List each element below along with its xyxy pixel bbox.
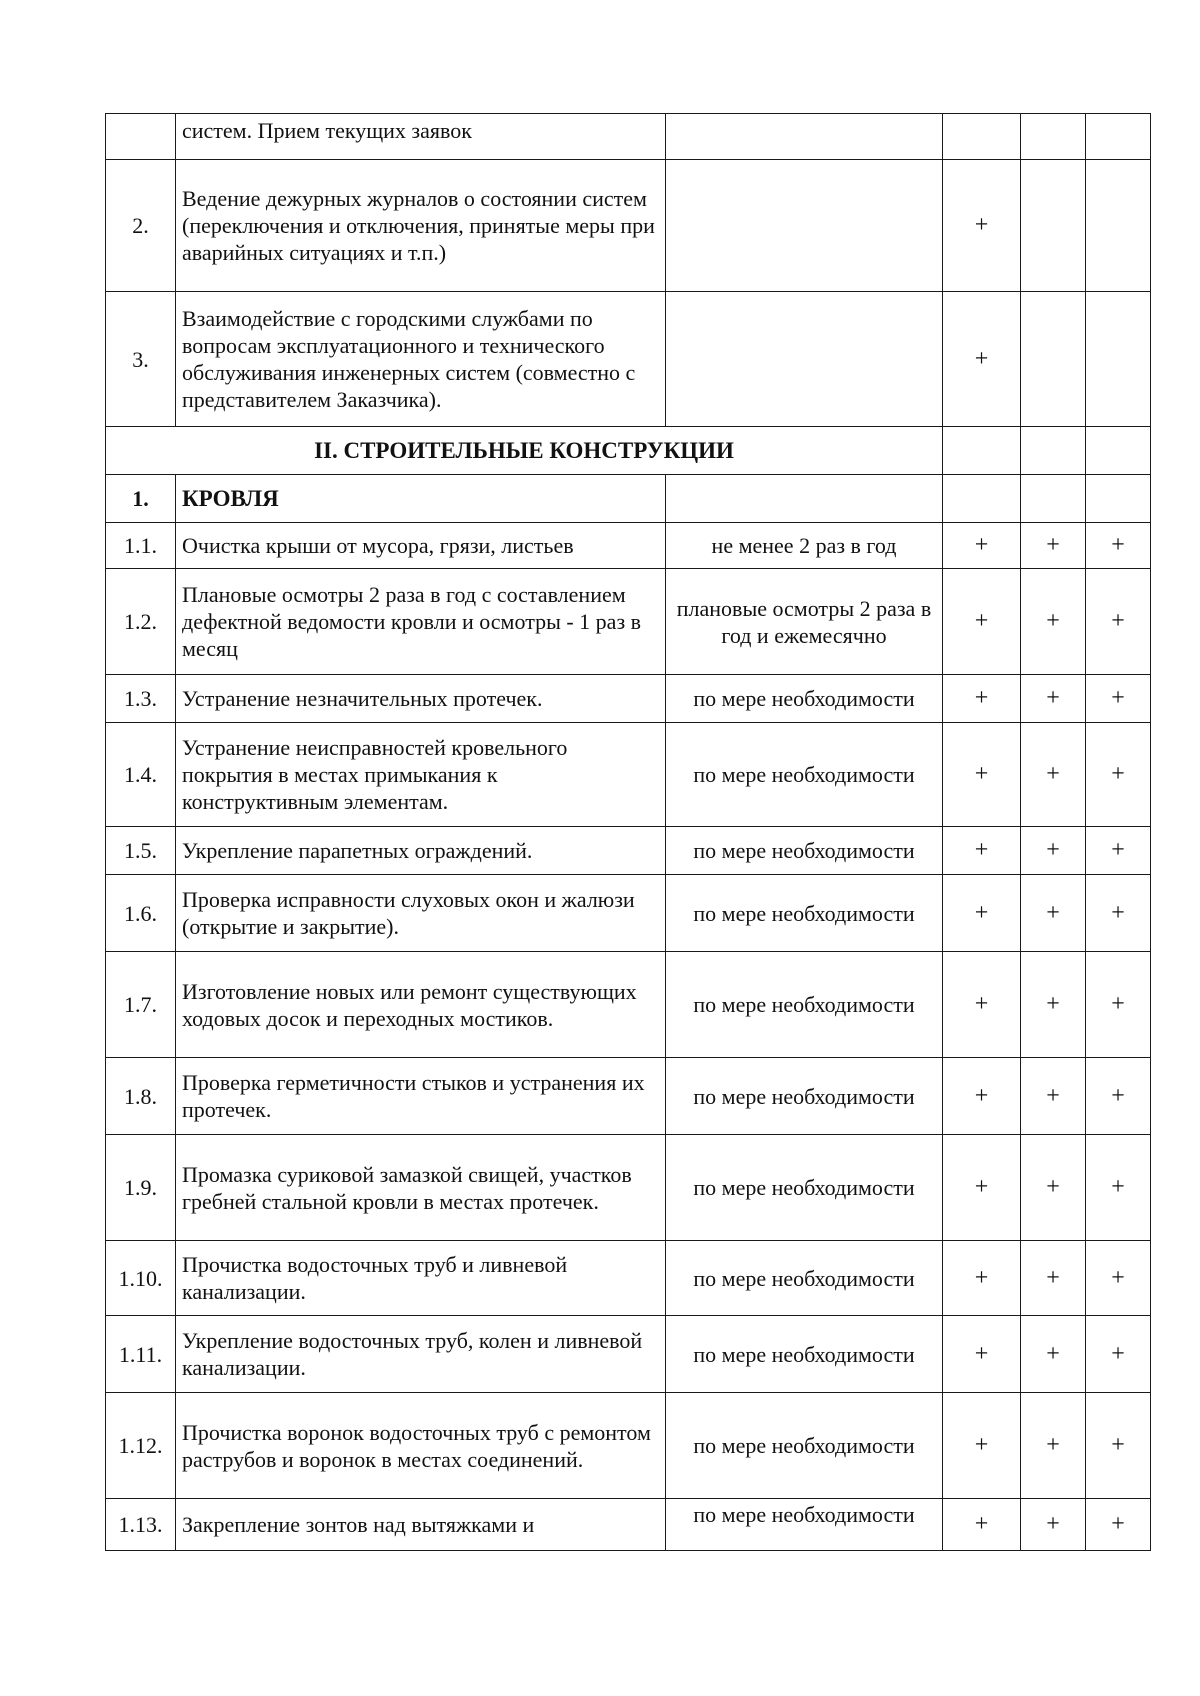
row-mark-3 bbox=[1086, 475, 1151, 523]
row-mark-2 bbox=[1021, 427, 1086, 475]
row-mark-3: + bbox=[1086, 952, 1151, 1058]
row-mark-1: + bbox=[943, 1393, 1021, 1499]
row-mark-2: + bbox=[1021, 1393, 1086, 1499]
row-mark-3: + bbox=[1086, 1393, 1151, 1499]
row-mark-2: + bbox=[1021, 523, 1086, 569]
row-mark-2: + bbox=[1021, 1135, 1086, 1241]
row-mark-1 bbox=[943, 427, 1021, 475]
row-num: 1.7. bbox=[106, 952, 176, 1058]
row-num-cell bbox=[106, 114, 176, 160]
row-description: Проверка герметичности стыков и устранения их протечек. bbox=[176, 1058, 666, 1135]
row-period: по мере необходимости bbox=[666, 827, 943, 875]
row-period: по мере необходимости bbox=[666, 1241, 943, 1316]
row-description: Прочистка водосточных труб и ливневой канализации. bbox=[176, 1241, 666, 1316]
table-row bbox=[106, 875, 1151, 952]
table-row bbox=[106, 675, 1151, 723]
table-row bbox=[106, 952, 1151, 1058]
table-row bbox=[106, 827, 1151, 875]
table-row bbox=[106, 523, 1151, 569]
row-mark-2: + bbox=[1021, 1316, 1086, 1393]
row-period: по мере необходимости bbox=[666, 875, 943, 952]
row-description: Промазка суриковой замазкой свищей, участков гребней стальной кровли в местах протечек. bbox=[176, 1135, 666, 1241]
row-description: Прочистка воронок водосточных труб с ремонтом раструбов и воронок в местах соединений. bbox=[176, 1393, 666, 1499]
row-mark-1: + bbox=[943, 292, 1021, 427]
row-description: Устранение неисправностей кровельного покрытия в местах примыкания к конструктивным элементам. bbox=[176, 723, 666, 827]
row-mark-3: + bbox=[1086, 569, 1151, 675]
row-period: по мере необходимости bbox=[666, 1058, 943, 1135]
row-mark-2: + bbox=[1021, 952, 1086, 1058]
row-period bbox=[666, 160, 943, 292]
row-description: Укрепление парапетных ограждений. bbox=[176, 827, 666, 875]
row-mark-2 bbox=[1021, 114, 1086, 160]
row-mark-3: + bbox=[1086, 723, 1151, 827]
row-mark-2: + bbox=[1021, 675, 1086, 723]
row-period: по мере необходимости bbox=[666, 1393, 943, 1499]
row-mark-2 bbox=[1021, 160, 1086, 292]
row-num: 3. bbox=[106, 292, 176, 427]
table-row bbox=[106, 1393, 1151, 1499]
row-mark-3 bbox=[1086, 160, 1151, 292]
table-row-continuation bbox=[106, 114, 1151, 160]
row-mark-1: + bbox=[943, 723, 1021, 827]
row-num: 1.3. bbox=[106, 675, 176, 723]
table-row bbox=[106, 723, 1151, 827]
row-period: по мере необходимости bbox=[666, 1499, 943, 1551]
row-description: Укрепление водосточных труб, колен и ливневой канализации. bbox=[176, 1316, 666, 1393]
table-row bbox=[106, 569, 1151, 675]
row-num: 1.8. bbox=[106, 1058, 176, 1135]
row-num: 1.11. bbox=[106, 1316, 176, 1393]
subsection-num: 1. bbox=[106, 475, 176, 523]
row-mark-2 bbox=[1021, 475, 1086, 523]
row-num: 1.10. bbox=[106, 1241, 176, 1316]
row-num: 1.12. bbox=[106, 1393, 176, 1499]
row-description: Изготовление новых или ремонт существующих ходовых досок и переходных мостиков. bbox=[176, 952, 666, 1058]
row-mark-3: + bbox=[1086, 675, 1151, 723]
row-mark-3 bbox=[1086, 292, 1151, 427]
row-period: не менее 2 раз в год bbox=[666, 523, 943, 569]
row-mark-1: + bbox=[943, 569, 1021, 675]
row-mark-3: + bbox=[1086, 1499, 1151, 1551]
row-description: Закрепление зонтов над вытяжками и bbox=[176, 1499, 666, 1551]
row-mark-1: + bbox=[943, 952, 1021, 1058]
row-mark-3: + bbox=[1086, 1058, 1151, 1135]
section-title: II. СТРОИТЕЛЬНЫЕ КОНСТРУКЦИИ bbox=[106, 427, 943, 475]
row-mark-2: + bbox=[1021, 827, 1086, 875]
table-row bbox=[106, 292, 1151, 427]
row-mark-1 bbox=[943, 114, 1021, 160]
row-period: по мере необходимости bbox=[666, 1135, 943, 1241]
row-mark-1: + bbox=[943, 875, 1021, 952]
table-row bbox=[106, 1058, 1151, 1135]
row-num: 2. bbox=[106, 160, 176, 292]
table-row bbox=[106, 1241, 1151, 1316]
subsection-title: КРОВЛЯ bbox=[176, 475, 666, 523]
row-period bbox=[666, 475, 943, 523]
row-mark-3: + bbox=[1086, 1241, 1151, 1316]
row-description: Очистка крыши от мусора, грязи, листьев bbox=[176, 523, 666, 569]
table-row bbox=[106, 160, 1151, 292]
row-description: Устранение незначительных протечек. bbox=[176, 675, 666, 723]
row-period bbox=[666, 114, 943, 160]
row-mark-1: + bbox=[943, 1135, 1021, 1241]
row-mark-1: + bbox=[943, 1058, 1021, 1135]
row-mark-2: + bbox=[1021, 1058, 1086, 1135]
row-mark-1: + bbox=[943, 827, 1021, 875]
row-mark-1: + bbox=[943, 675, 1021, 723]
row-mark-2: + bbox=[1021, 569, 1086, 675]
row-description: Ведение дежурных журналов о состоянии систем (переключения и отключения, принятые меры при аварийных ситуациях и т.п.) bbox=[176, 160, 666, 292]
row-mark-1: + bbox=[943, 160, 1021, 292]
row-period: по мере необходимости bbox=[666, 952, 943, 1058]
row-period: по мере необходимости bbox=[666, 723, 943, 827]
row-num: 1.5. bbox=[106, 827, 176, 875]
row-description: Плановые осмотры 2 раза в год с составлением дефектной ведомости кровли и осмотры - 1 раз в месяц bbox=[176, 569, 666, 675]
row-description: Взаимодействие с городскими службами по вопросам эксплуатационного и технического обслуживания инженерных систем (совместно с представителем Заказчика). bbox=[176, 292, 666, 427]
row-mark-3: + bbox=[1086, 1135, 1151, 1241]
row-num: 1.6. bbox=[106, 875, 176, 952]
row-num: 1.4. bbox=[106, 723, 176, 827]
row-description: Проверка исправности слуховых окон и жалюзи (открытие и закрытие). bbox=[176, 875, 666, 952]
row-num: 1.1. bbox=[106, 523, 176, 569]
row-mark-2: + bbox=[1021, 1499, 1086, 1551]
row-num: 1.13. bbox=[106, 1499, 176, 1551]
row-mark-3: + bbox=[1086, 875, 1151, 952]
section-header-row bbox=[106, 427, 1151, 475]
row-mark-2 bbox=[1021, 292, 1086, 427]
row-period: по мере необходимости bbox=[666, 1316, 943, 1393]
row-num: 1.2. bbox=[106, 569, 176, 675]
works-table bbox=[105, 113, 1151, 1551]
row-description: систем. Прием текущих заявок bbox=[176, 114, 666, 160]
row-mark-3 bbox=[1086, 114, 1151, 160]
row-period: по мере необходимости bbox=[666, 675, 943, 723]
row-num: 1.9. bbox=[106, 1135, 176, 1241]
row-mark-1: + bbox=[943, 523, 1021, 569]
row-mark-1: + bbox=[943, 1316, 1021, 1393]
row-mark-3: + bbox=[1086, 523, 1151, 569]
row-mark-3: + bbox=[1086, 1316, 1151, 1393]
row-mark-3: + bbox=[1086, 827, 1151, 875]
row-mark-3 bbox=[1086, 427, 1151, 475]
row-mark-1: + bbox=[943, 1499, 1021, 1551]
row-mark-1 bbox=[943, 475, 1021, 523]
table-row bbox=[106, 1316, 1151, 1393]
row-mark-2: + bbox=[1021, 723, 1086, 827]
row-mark-1: + bbox=[943, 1241, 1021, 1316]
row-period bbox=[666, 292, 943, 427]
row-mark-2: + bbox=[1021, 1241, 1086, 1316]
row-period: плановые осмотры 2 раза в год и ежемесячно bbox=[666, 569, 943, 675]
row-mark-2: + bbox=[1021, 875, 1086, 952]
table-row bbox=[106, 1135, 1151, 1241]
table-row bbox=[106, 1499, 1151, 1551]
subsection-header-row bbox=[106, 475, 1151, 523]
